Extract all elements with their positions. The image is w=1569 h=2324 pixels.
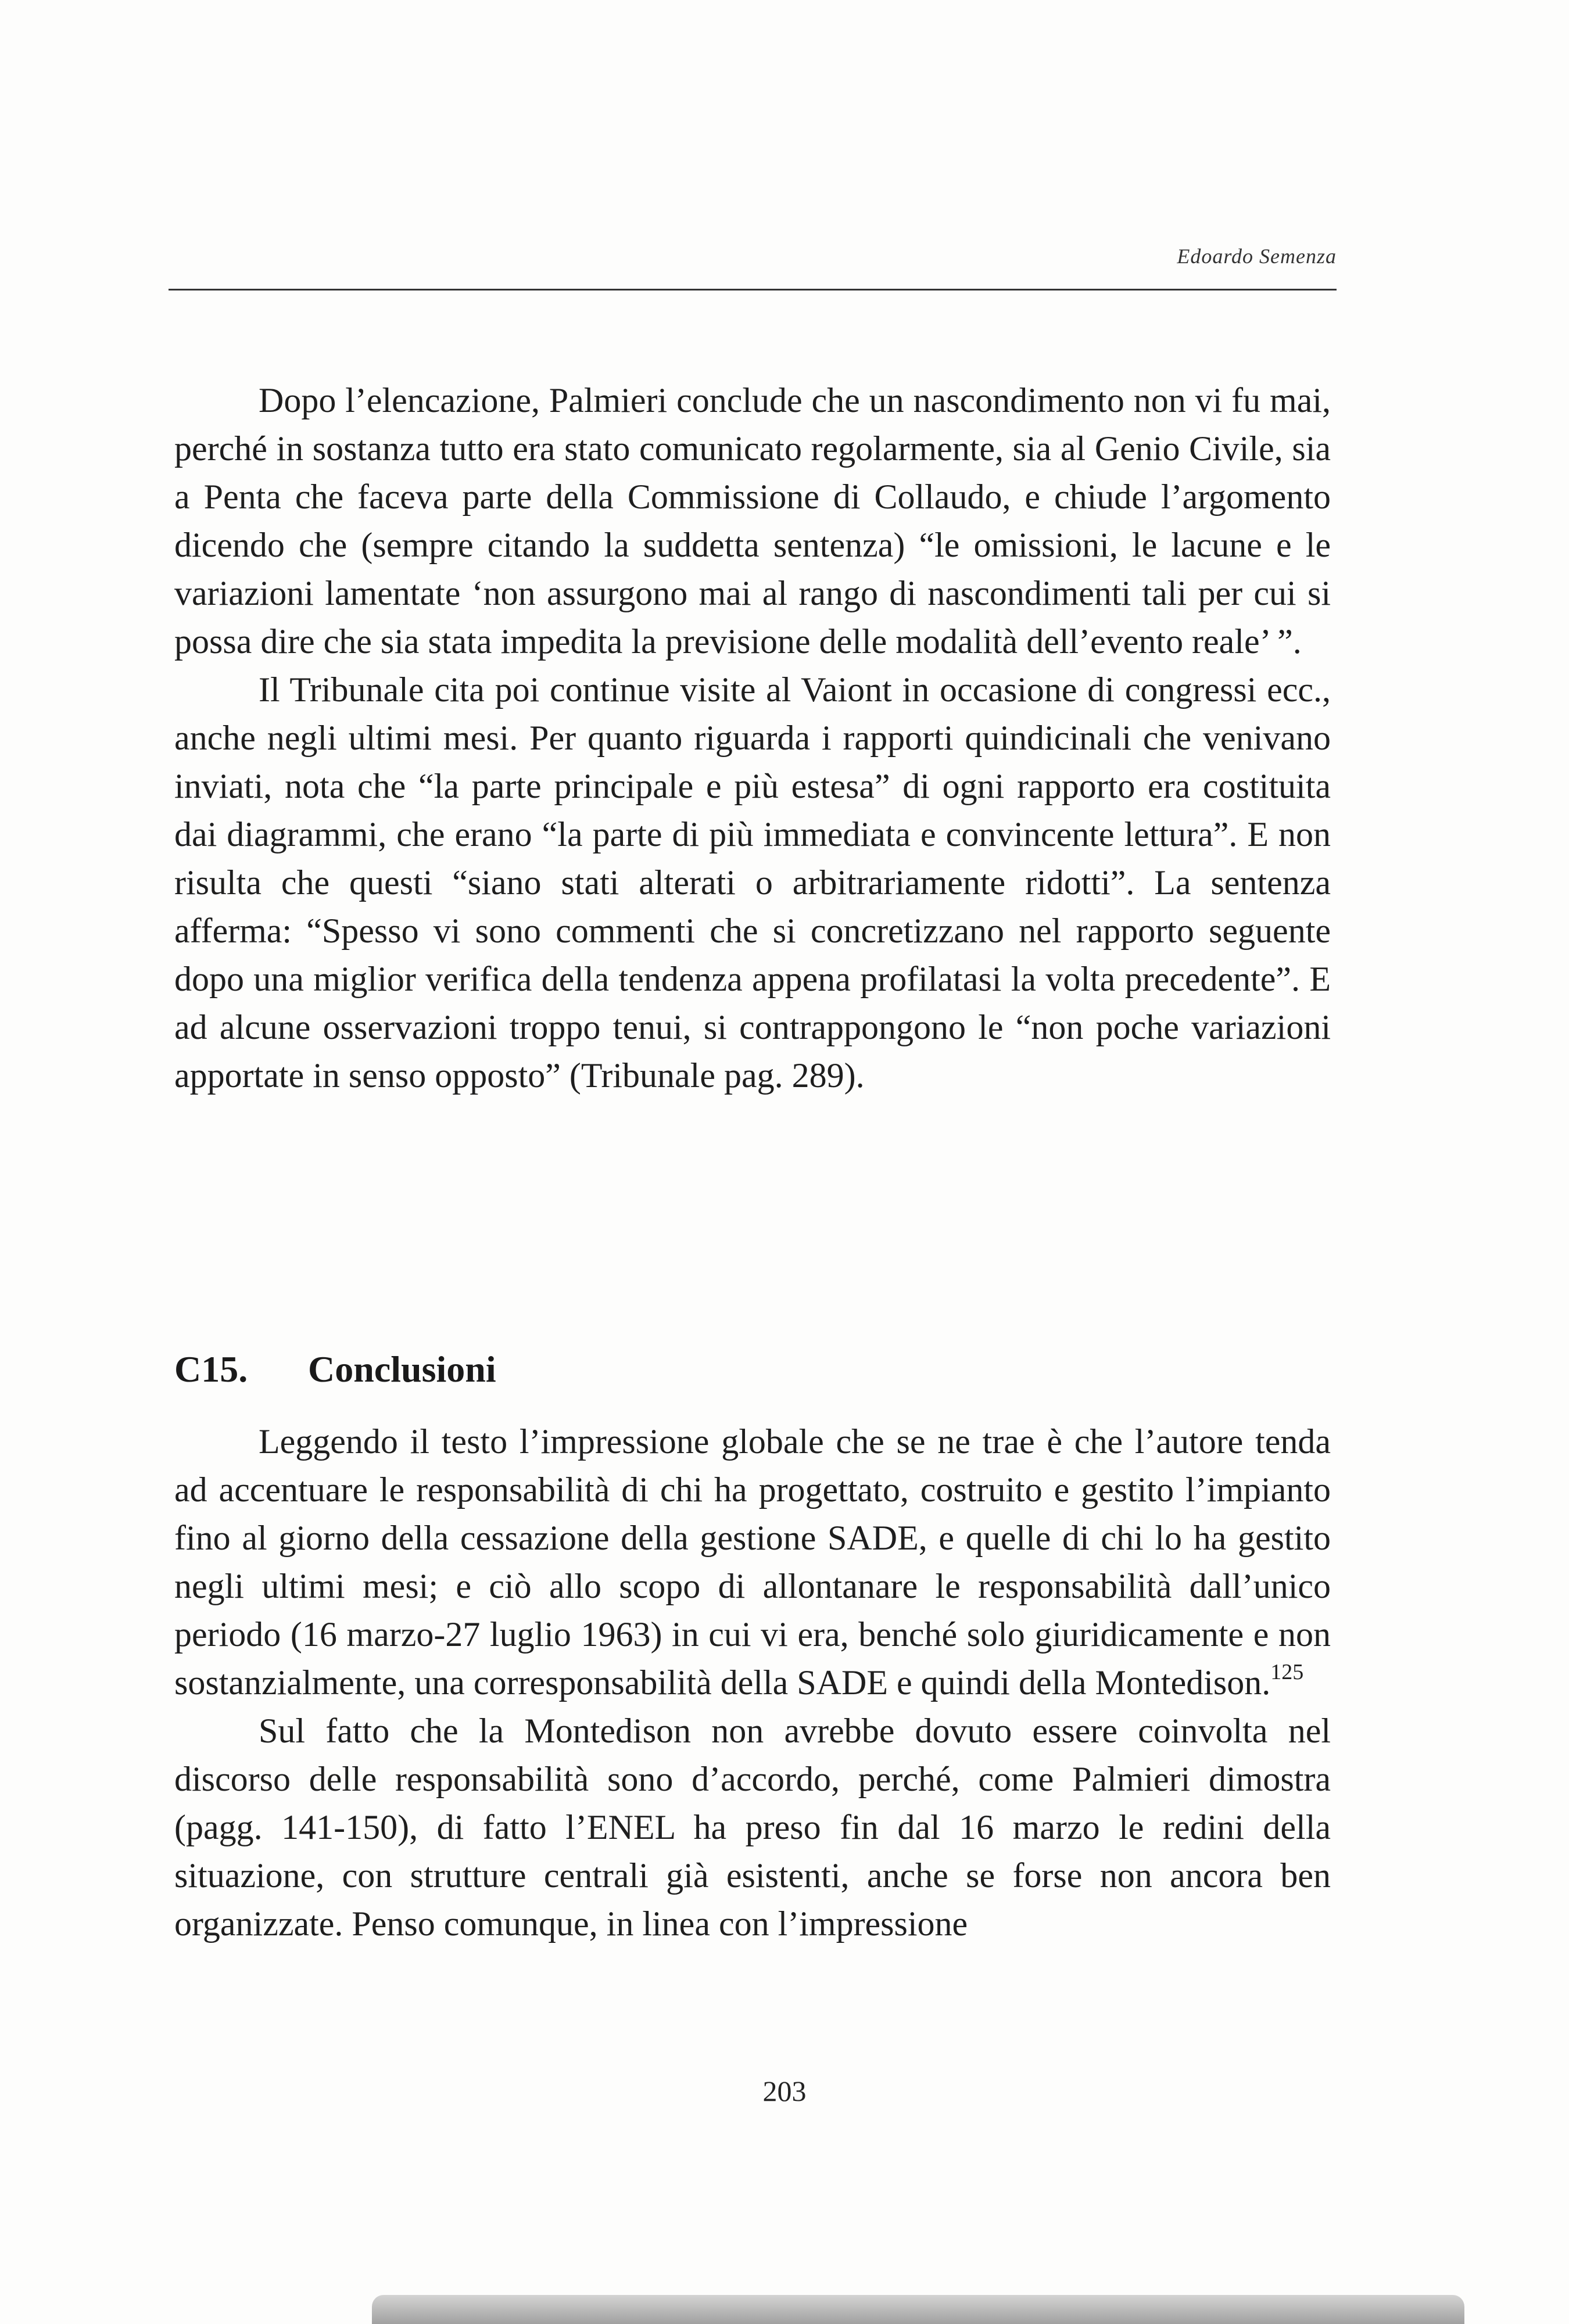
page-edge-shadow: [372, 2295, 1464, 2324]
paragraph: Sul fatto che la Montedison non avrebbe dovuto essere coinvolta nel discorso delle responsabilità sono d’accordo, perché, come Palmieri dimostra (pagg. 141-150), di fatto l’ENEL ha preso fin dal 16 marzo le redini della situazione, con strutture centrali già esistenti, anche se forse non ancora ben organizzate. Penso comunque, in linea con l’impressione: [174, 1712, 1331, 1943]
section-heading: [174, 1348, 496, 1391]
body-text-top: [174, 376, 1331, 1100]
section-number: C15.: [174, 1349, 248, 1390]
section-title: Conclusioni: [308, 1349, 496, 1390]
page-header: [169, 232, 1337, 290]
page-number: 203: [762, 2075, 807, 2107]
paragraph: Il Tribunale cita poi continue visite al Vaiont in occasione di congressi ecc., anche negli ultimi mesi. Per quanto riguarda i rapporti quindicinali che venivano inviati, nota che “la parte principale e più estesa” di ogni rapporto era costituita dai diagrammi, che erano “la parte di più immediata e convincente lettura”. E non risulta che questi “siano stati alterati o arbitrariamente ridotti”. La sentenza afferma: “Spesso vi sono commenti che si concretizzano nel rapporto seguente dopo una miglior verifica della tendenza appena profilatasi la volta precedente”. E ad alcune osservazioni troppo tenui, si contrappongono le “non poche variazioni apportate in senso opposto” (Tribunale pag. 289).: [174, 670, 1331, 1095]
paragraph: Dopo l’elencazione, Palmieri conclude che un nascondimento non vi fu mai, perché in sostanza tutto era stato comunicato regolarmente, sia al Genio Civile, sia a Penta che faceva parte della Commissione di Collaudo, e chiude l’argomento dicendo che (sempre citando la suddetta sentenza) “le omissioni, le lacune e le variazioni lamentate ‘non assurgono mai al rango di nascondimenti tali per cui si possa dire che sia stata impedita la previsione delle modalità dell’evento reale’ ”.: [174, 381, 1331, 661]
header-rule: [169, 289, 1337, 290]
paragraph-text: Leggendo il testo l’impressione globale che se ne trae è che l’autore tenda ad accentuare le responsabilità di chi ha progettato, costruito e gestito l’impianto fino al giorno della cessazione della gestione SADE, e quelle di chi lo ha gestito negli ultimi mesi; e ciò allo scopo di allontanare le responsabilità dall’unico periodo (16 marzo-27 luglio 1963) in cui vi era, benché solo giuridicamente e non sostanzialmente, una corresponsabilità della SADE e quindi della Montedison.: [174, 1422, 1331, 1702]
footnote-reference: 125: [1270, 1660, 1304, 1684]
paragraph: [174, 1418, 1331, 1707]
running-head: Edoardo Semenza: [1177, 245, 1337, 268]
body-text-bottom: [174, 1418, 1331, 1948]
